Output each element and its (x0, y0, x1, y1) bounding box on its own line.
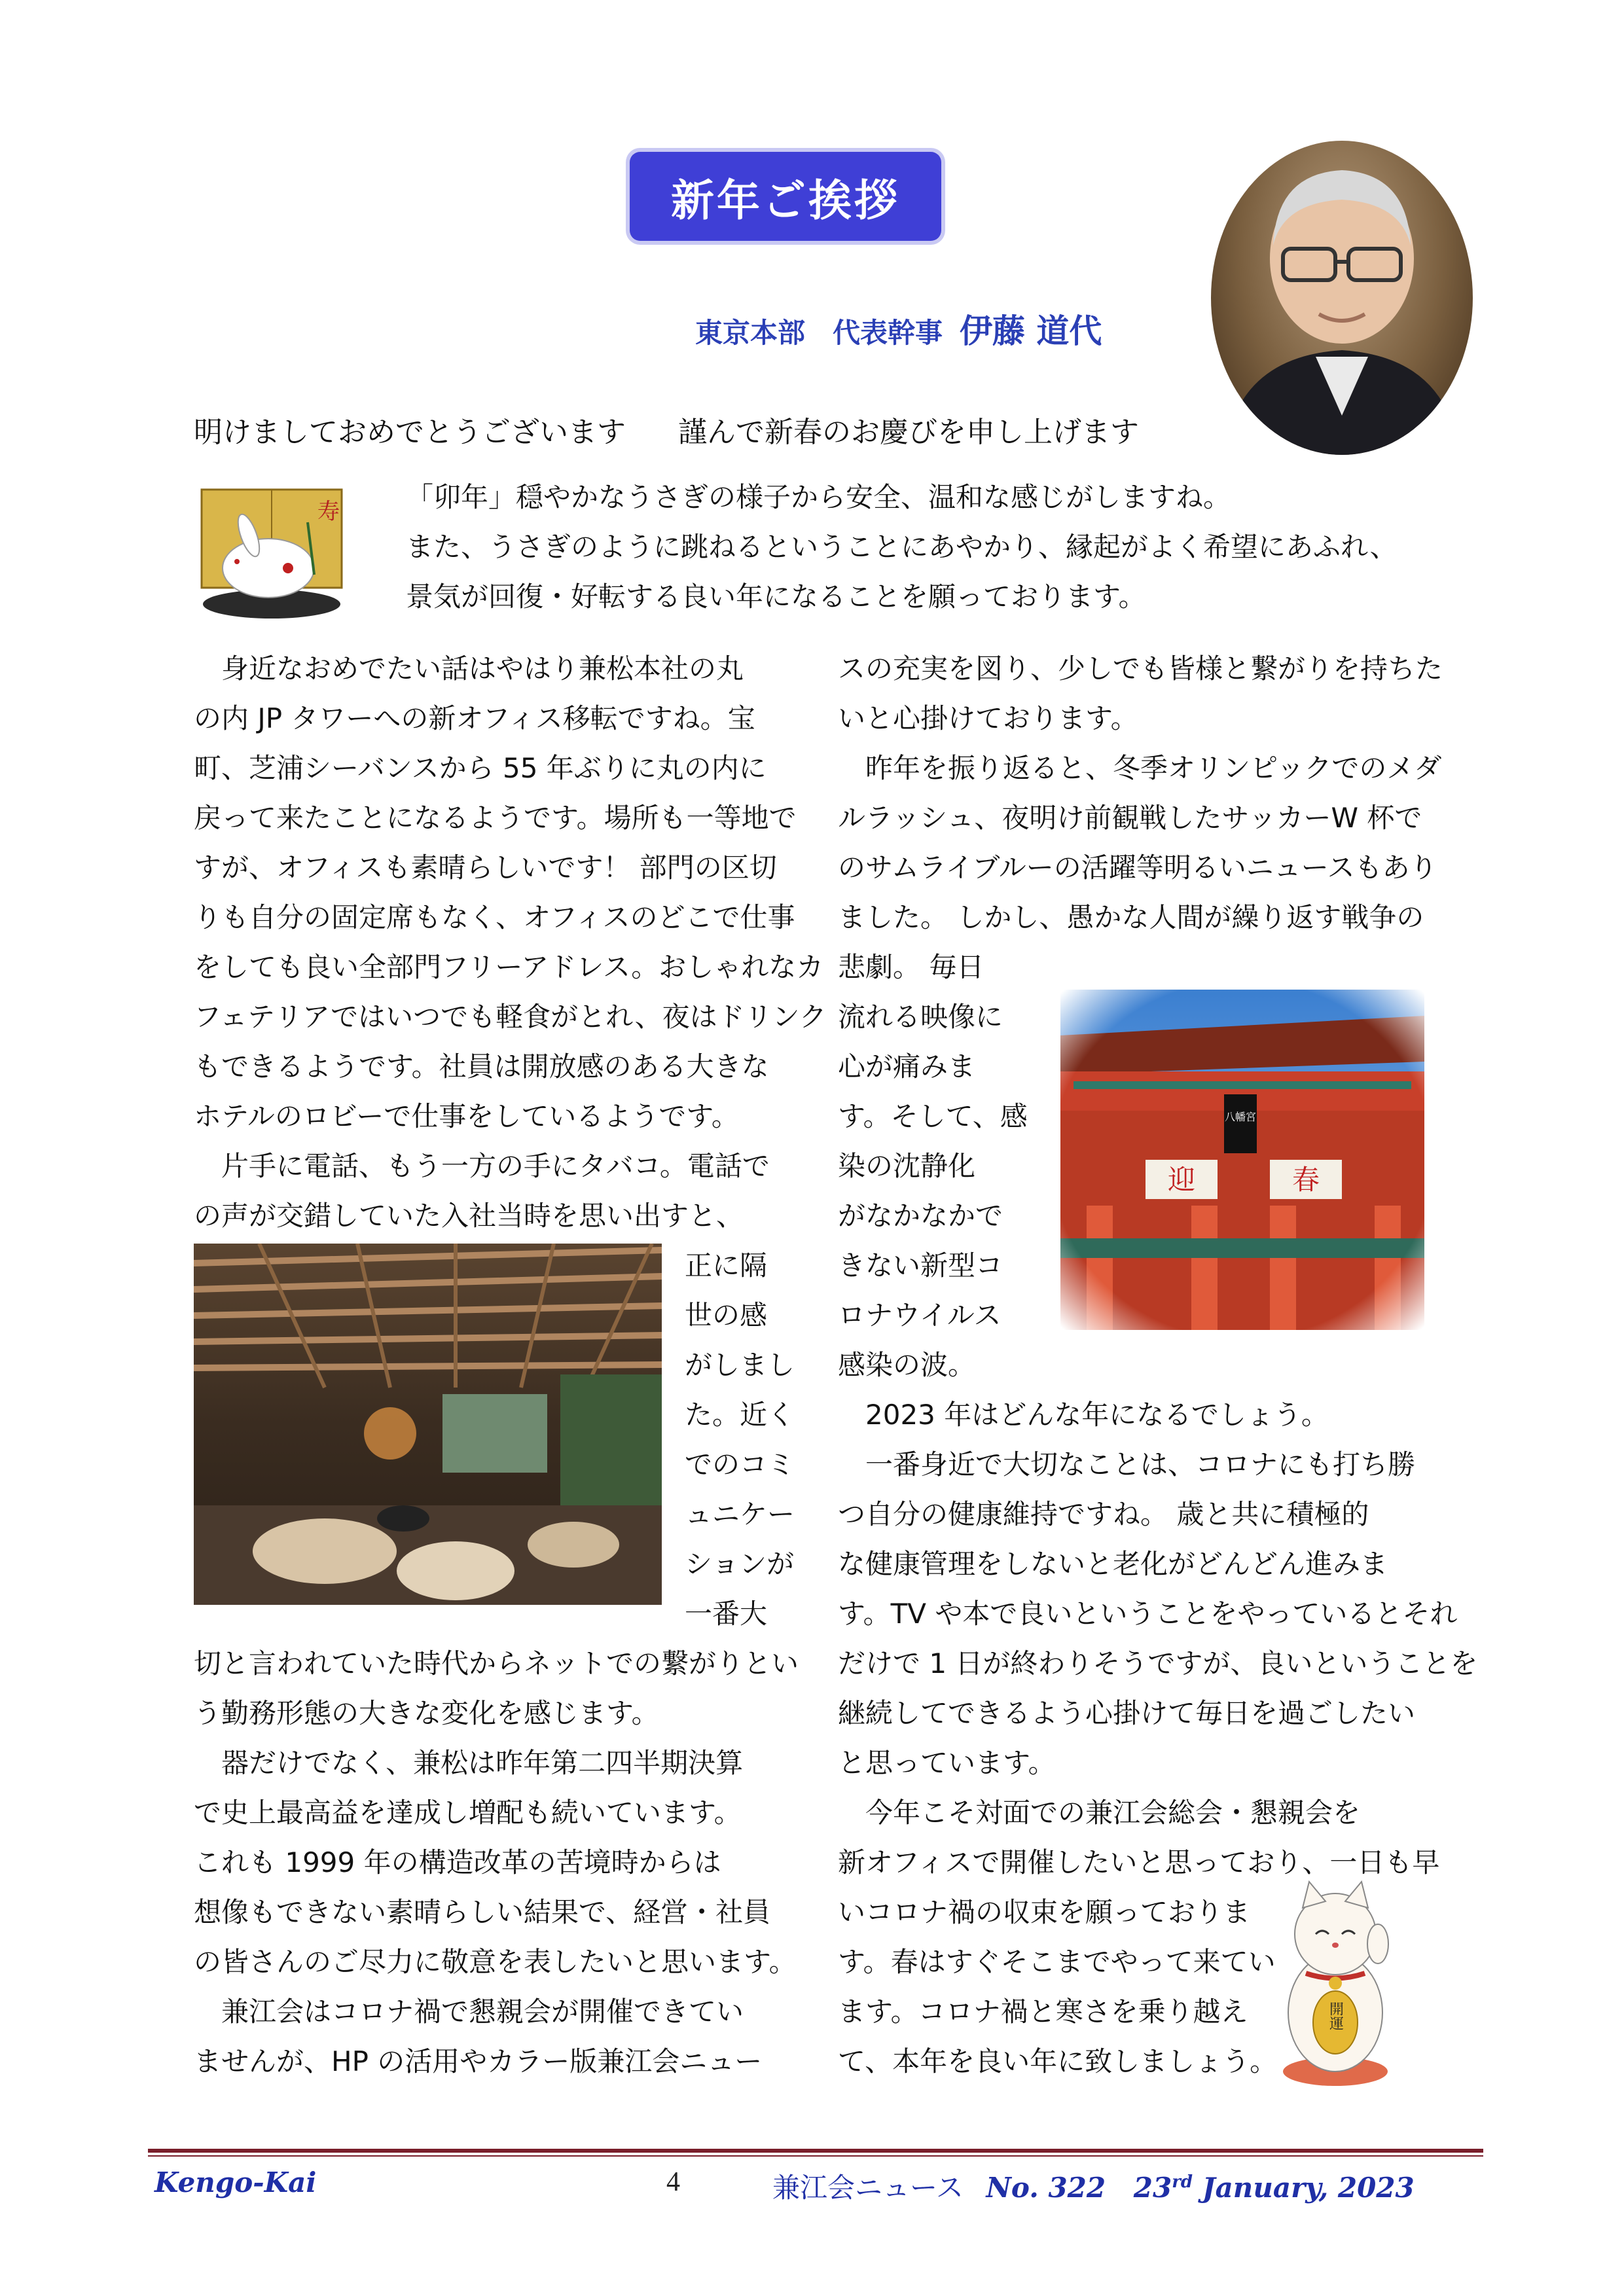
intro-line: 「卯年」穏やかなうさぎの様子から安全、温和な感じがしますね。 (406, 481, 1231, 513)
greeting (194, 408, 1139, 450)
body-line: 昨年を振り返ると、冬季オリンピックでのメダ (838, 752, 1442, 784)
body-line: フェテリアではいつでも軽食がとれ、夜はドリンク (194, 1001, 827, 1033)
body-line: な健康管理をしないと老化がどんどん進みま (838, 1548, 1388, 1580)
footer-rule-thin (148, 2155, 1483, 2157)
body-line: すが、オフィスも素晴らしいです！ 部門の区切 (194, 852, 777, 884)
body-line: 器だけでなく、兼松は昨年第二四半期決算 (194, 1747, 744, 1779)
footer-brand: Kengo-Kai (154, 2166, 317, 2198)
body-line: いと心掛けております。 (838, 702, 1138, 734)
wrap-line: 染の沈静化 (838, 1150, 976, 1182)
intro-line: また、うさぎのように跳ねるということにあやかり、縁起がよく希望にあふれ、 (406, 531, 1398, 563)
footer-date-rest: January, 2023 (1193, 2172, 1415, 2204)
wrap-line: がしまし (685, 1349, 795, 1381)
body-line: これも 1999 年の構造改革の苦境時からは (194, 1846, 721, 1878)
wrap-line: がなかなかで (838, 1200, 1003, 1232)
body-line: もできるようです。社員は開放感のある大きな (194, 1050, 769, 1083)
footer-news-title: 兼江会ニュース (772, 2172, 964, 2204)
body-line: つ自分の健康維持ですね。 歳と共に積極的 (838, 1498, 1369, 1530)
footer-date-suffix: rd (1172, 2172, 1193, 2192)
wrap-line: 心が痛みま (838, 1050, 976, 1083)
body-line: 想像もできない素晴らしい結果で、経営・社員 (194, 1896, 771, 1928)
rabbit-label: 寿 (317, 499, 340, 525)
body-line: う勤務形態の大きな変化を感じます。 (194, 1697, 659, 1729)
author-line (695, 305, 1102, 352)
wrap-line: す。春はすぐそこまでやって来てい (838, 1946, 1276, 1978)
shrine-gate-photo (1060, 990, 1424, 1330)
wrap-line: いコロナ禍の収束を願っておりま (838, 1896, 1251, 1928)
body-line: の皆さんのご尽力に敬意を表したいと思います。 (194, 1946, 797, 1978)
author-name: 伊藤 道代 (960, 312, 1102, 350)
body-line: ました。 しかし、愚かな人間が繰り返す戦争の (838, 901, 1424, 933)
body-line: をしても良い全部門フリーアドレス。おしゃれなカ (194, 951, 824, 983)
wrap-line: 一番大 (685, 1598, 768, 1630)
wrap-line: 世の感 (685, 1299, 768, 1331)
wrap-line: ます。コロナ禍と寒さを乗り越え (838, 1996, 1248, 2028)
footer-rule (148, 2149, 1483, 2153)
body-line: ホテルのロビーで仕事をしているようです。 (194, 1100, 739, 1132)
title-banner (630, 152, 941, 241)
body-line: スの充実を図り、少しでも皆様と繋がりを持ちた (838, 653, 1443, 685)
body-line: 一番身近で大切なことは、コロナにも打ち勝 (838, 1448, 1416, 1480)
intro-text (406, 473, 1398, 622)
wrap-line: ロナウイルス (838, 1299, 1001, 1331)
wrap-line: た。近く (685, 1399, 795, 1431)
greeting-part1: 明けましておめでとうございます (194, 416, 626, 449)
body-line: の内 JP タワーへの新オフィス移転ですね。宝 (194, 702, 755, 734)
right-column (838, 644, 1478, 2087)
left-wrap-text (685, 1241, 795, 1639)
greeting-part2: 謹んで新春のお慶びを申し上げます (678, 416, 1139, 449)
body-line: りも自分の固定席もなく、オフィスのどこで仕事 (194, 901, 795, 933)
body-line: 2023 年はどんな年になるでしょう。 (838, 1399, 1329, 1431)
wrap-line: 感染の波。 (838, 1349, 976, 1381)
wrap-line: 正に隔 (685, 1249, 768, 1282)
body-line: 兼江会はコロナ禍で懇親会が開催できてい (194, 1996, 744, 2028)
author-portrait (1211, 141, 1473, 455)
wrap-line: 流れる映像に (838, 1001, 1003, 1033)
office-lobby-photo (194, 1244, 662, 1605)
wrap-line: す。そして、感 (838, 1100, 1028, 1132)
body-line: で史上最高益を達成し増配も続いています。 (194, 1797, 742, 1829)
body-line: ルラッシュ、夜明け前観戦したサッカーW 杯で (838, 802, 1422, 834)
page-number: 4 (666, 2167, 680, 2197)
page-title: 新年ご挨拶 (671, 175, 900, 226)
footer-date-day: 23 (1133, 2172, 1172, 2204)
body-line: ませんが、HP の活用やカラー版兼江会ニュー (194, 2045, 763, 2077)
body-line: 町、芝浦シーバンスから 55 年ぶりに丸の内に (194, 752, 767, 784)
body-line: の声が交錯していた入社当時を思い出すと、 (194, 1200, 744, 1232)
body-line: 新オフィスで開催したいと思っており、一日も早 (838, 1846, 1440, 1878)
footer-issue (772, 2166, 1415, 2206)
body-line: と思っています。 (838, 1747, 1056, 1779)
body-line: のサムライブルーの活躍等明るいニュースもあり (838, 852, 1437, 884)
body-line: 切と言われていた時代からネットでの繋がりとい (194, 1647, 799, 1679)
intro-line: 景気が回復・好転する良い年になることを願っております。 (406, 581, 1146, 613)
wrap-line: ションが (685, 1548, 795, 1580)
author-role: 東京本部 代表幹事 (695, 317, 943, 349)
body-line: 今年こそ対面での兼江会総会・懇親会を (838, 1797, 1361, 1829)
wrap-line: でのコミ (685, 1448, 795, 1480)
lucky-cat-illustration (1280, 1872, 1391, 2088)
body-line: 身近なおめでたい話はやはり兼松本社の丸 (194, 653, 744, 685)
rabbit-illustration (196, 483, 347, 620)
body-line: 片手に電話、もう一方の手にタバコ。電話で (194, 1150, 770, 1182)
cat-label: 開運 (1327, 2001, 1344, 2030)
body-line: す。TV や本で良いということをやっているとそれ (838, 1598, 1458, 1630)
wrap-line: 悲劇。 毎日 (838, 951, 984, 983)
body-line: だけで 1 日が終わりそうですが、良いということを (838, 1647, 1478, 1679)
wrap-line: きない新型コ (838, 1249, 1003, 1282)
body-line: 戻って来たことになるようです。場所も一等地で (194, 802, 797, 834)
wrap-line: ュニケー (685, 1498, 795, 1530)
footer-issue-number: No. 322 (986, 2172, 1106, 2204)
body-line: 継続してできるよう心掛けて毎日を過ごしたい (838, 1697, 1416, 1729)
wrap-line: て、本年を良い年に致しましょう。 (838, 2045, 1278, 2077)
